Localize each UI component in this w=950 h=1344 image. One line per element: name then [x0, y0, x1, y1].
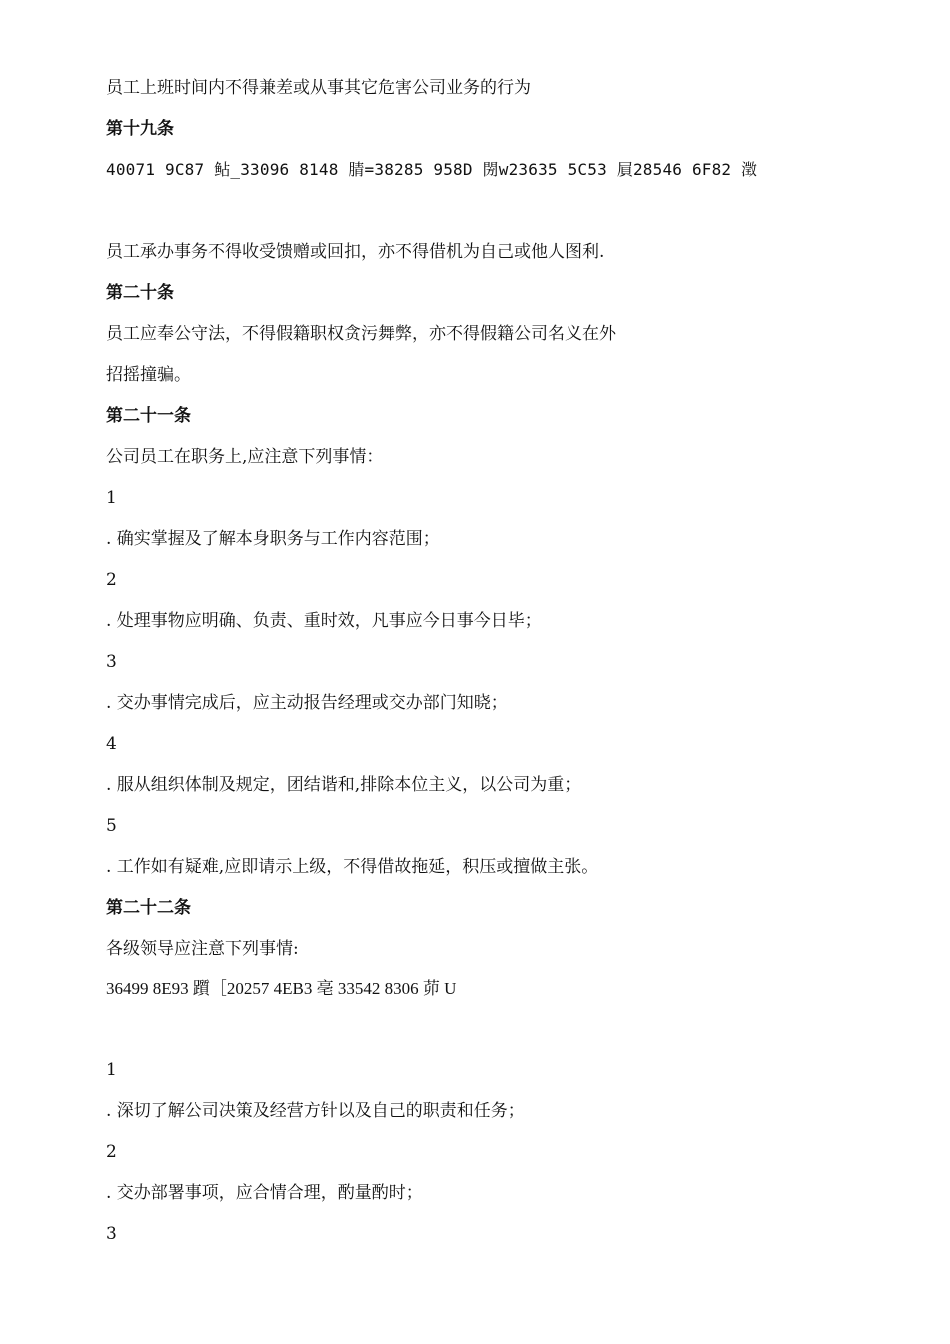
list-number: 2	[106, 1142, 117, 1162]
list-number: 5	[106, 816, 117, 836]
list-item: . 交办部署事项，应合情合理，酌量酌时；	[106, 1183, 423, 1203]
list-item: . 处理事物应明确、负责、重时效，凡事应今日事今日毕；	[106, 611, 542, 631]
list-item: . 深切了解公司决策及经营方针以及自己的职责和任务；	[106, 1101, 525, 1121]
list-number: 3	[106, 652, 117, 672]
list-number: 3	[106, 1224, 117, 1244]
paragraph-text: 员工承办事务不得收受馈赠或回扣，亦不得借机为自己或他人图利.	[106, 242, 605, 262]
list-number: 4	[106, 734, 117, 754]
paragraph-text: 招摇撞骗。	[106, 365, 191, 385]
paragraph-text: 员工应奉公守法，不得假籍职权贪污舞弊，亦不得假籍公司名义在外	[106, 324, 616, 344]
list-number: 1	[106, 488, 117, 508]
list-number: 1	[106, 1060, 117, 1080]
list-item: . 交办事情完成后，应主动报告经理或交办部门知晓；	[106, 693, 508, 713]
garbled-text: 40071 9C87 鲇_33096 8148 腈=38285 958D 閍w23635 5C53 屓28546 6F82 澂	[106, 160, 758, 179]
paragraph-text: 各级领导应注意下列事情:	[106, 939, 299, 959]
paragraph-text: 公司员工在职务上,应注意下列事情：	[106, 447, 384, 467]
list-item: . 服从组织体制及规定，团结谐和,排除本位主义，以公司为重；	[106, 775, 582, 795]
article-heading-20: 第二十条	[106, 283, 174, 303]
garbled-text: 36499 8E93 躓［20257 4EB3 亳 33542 8306 茆 U	[106, 979, 457, 998]
article-heading-21: 第二十一条	[106, 406, 191, 426]
paragraph-text: 员工上班时间内不得兼差或从事其它危害公司业务的行为	[106, 78, 531, 98]
article-heading-19: 第十九条	[106, 119, 174, 139]
article-heading-22: 第二十二条	[106, 898, 191, 918]
list-item: . 确实掌握及了解本身职务与工作内容范围；	[106, 529, 440, 549]
list-item: . 工作如有疑难,应即请示上级，不得借故拖延，积压或擅做主张。	[106, 857, 599, 877]
list-number: 2	[106, 570, 117, 590]
